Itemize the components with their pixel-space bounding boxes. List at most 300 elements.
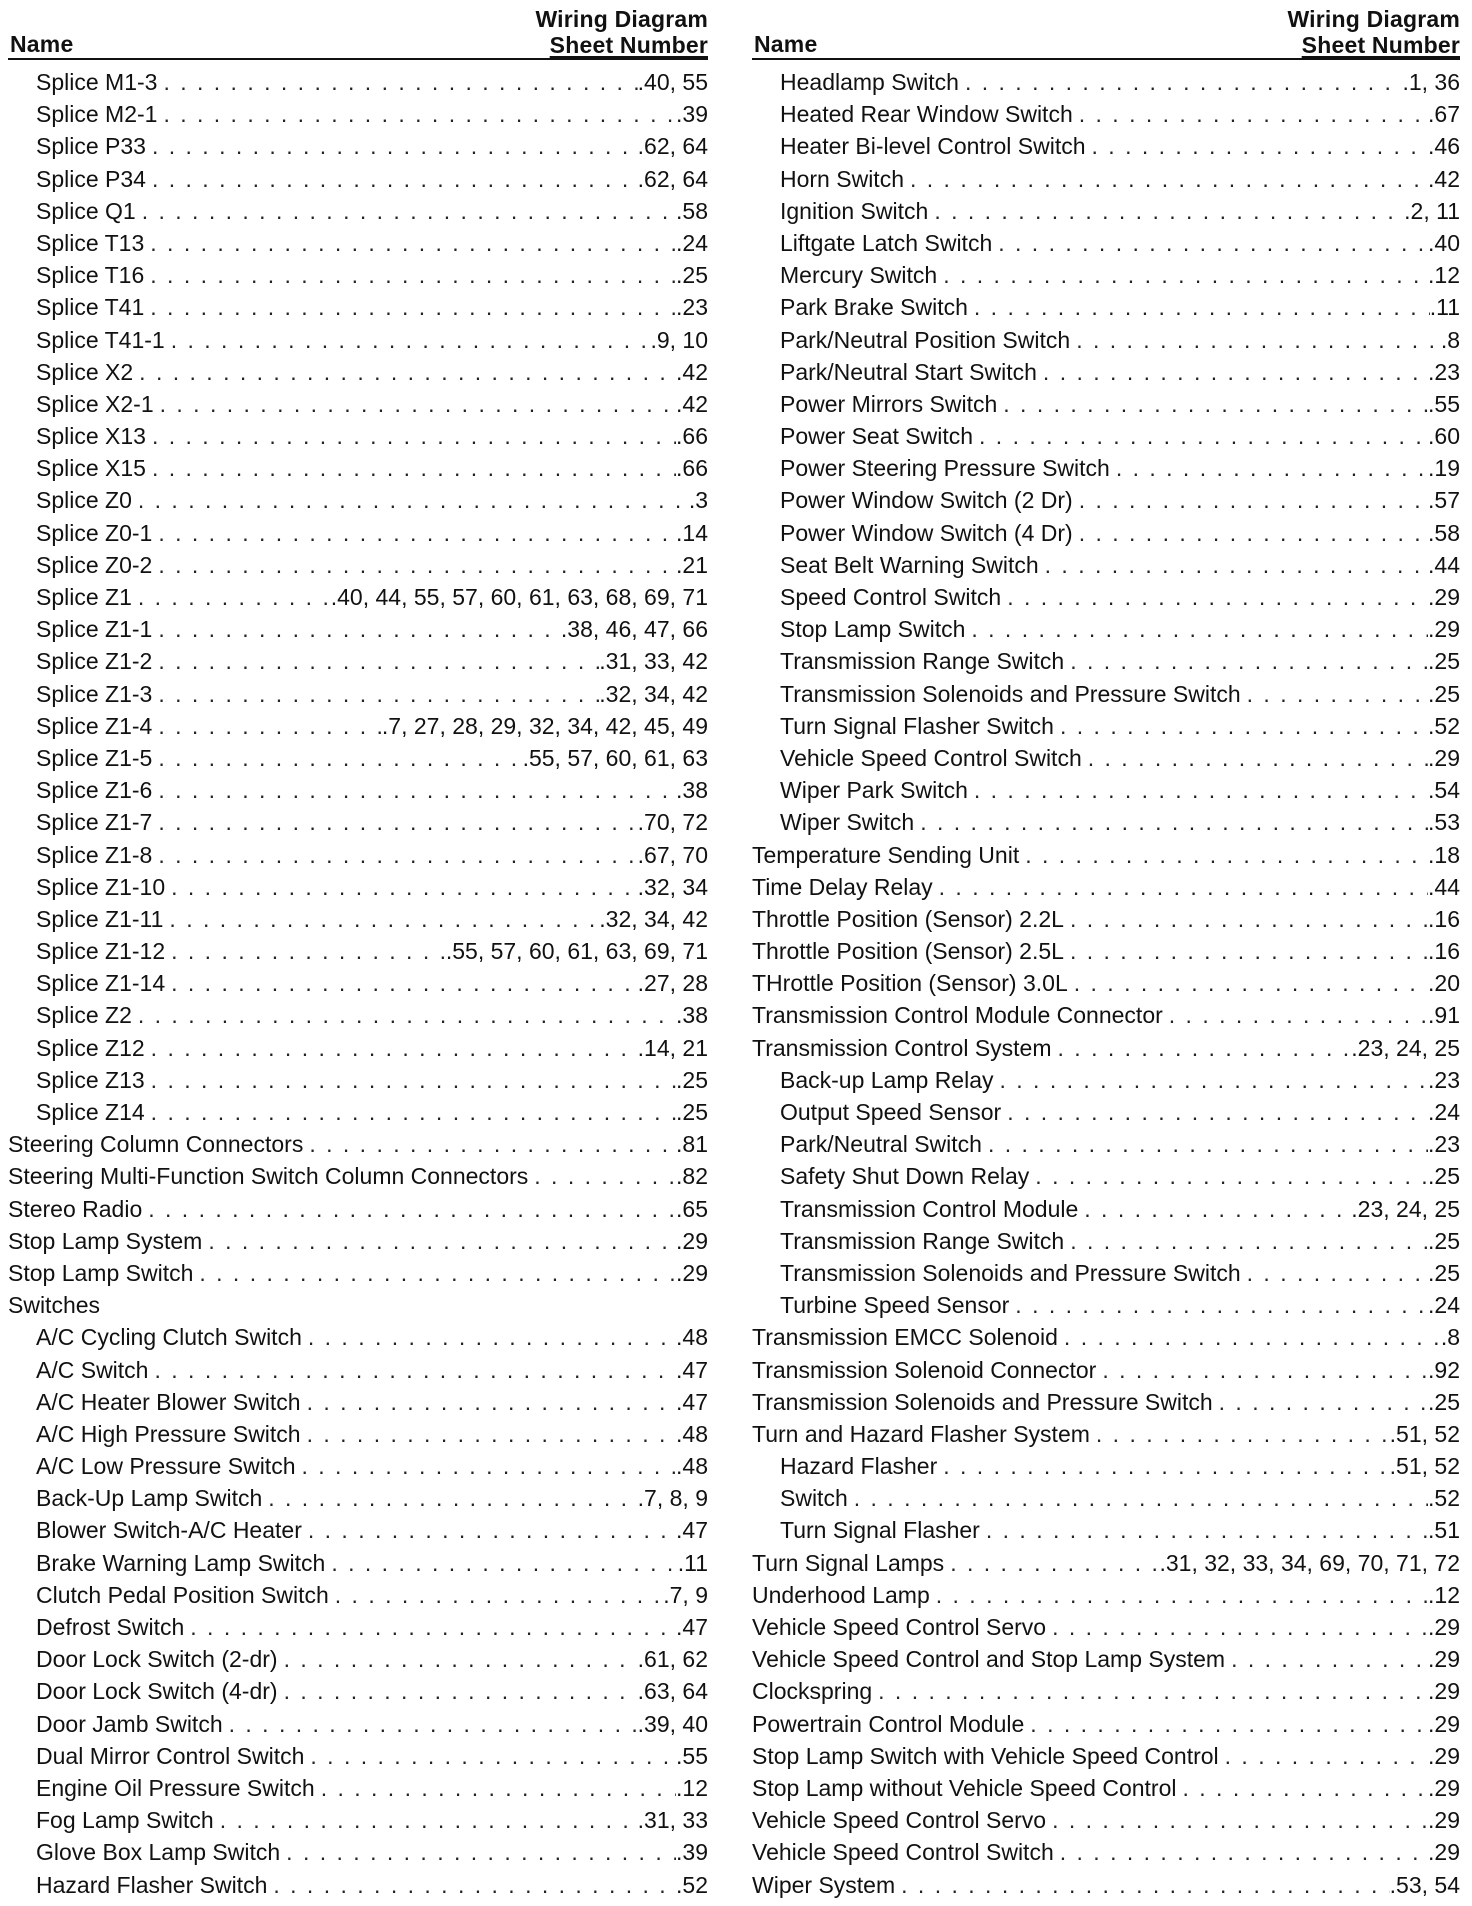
dot-leader [1054, 710, 1428, 742]
entry-name: Park Brake Switch [780, 294, 968, 321]
sheet-numbers: .18 [1428, 841, 1460, 868]
sheet-numbers: .47 [676, 1388, 708, 1415]
index-entry [752, 356, 1460, 388]
entry-name: Door Lock Switch (4-dr) [36, 1678, 278, 1705]
index-entry [8, 1128, 708, 1160]
dot-leader [278, 1643, 638, 1675]
sheet-numbers: .16 [1428, 905, 1460, 932]
sheet-numbers: .82 [676, 1163, 708, 1190]
dot-leader [1068, 967, 1428, 999]
dot-leader [301, 1386, 676, 1418]
sheet-numbers: .46 [1428, 133, 1460, 160]
index-entry [752, 613, 1460, 645]
dot-leader [163, 903, 599, 935]
entry-name: Mercury Switch [780, 262, 938, 289]
sheet-numbers: .67, 70 [637, 841, 708, 868]
entry-name: Splice Z1-2 [36, 648, 153, 675]
index-entry [8, 1740, 708, 1772]
index-entry [8, 130, 708, 162]
dot-leader [1058, 1321, 1441, 1353]
sheet-numbers: .14 [676, 519, 708, 546]
sheet-numbers: .19 [1428, 455, 1460, 482]
dot-leader [1039, 549, 1428, 581]
sheet-numbers: .39, 40 [637, 1710, 708, 1737]
dot-leader [152, 613, 561, 645]
entry-name: Vehicle Speed Control Switch [752, 1839, 1054, 1866]
sheet-numbers: .47 [676, 1356, 708, 1383]
sheet-numbers: .12 [1428, 262, 1460, 289]
index-entry [8, 356, 708, 388]
entry-name: Stop Lamp System [8, 1227, 203, 1254]
entry-name: Vehicle Speed Control Servo [752, 1807, 1047, 1834]
dot-leader [1019, 839, 1428, 871]
sheet-numbers: .29 [1428, 616, 1460, 643]
dot-leader [146, 130, 638, 162]
sheet-numbers: .66 [676, 423, 708, 450]
dot-leader [1241, 678, 1428, 710]
index-entry [8, 613, 708, 645]
index-entry [8, 1160, 708, 1192]
sheet-numbers: .23, 24, 25 [1351, 1034, 1460, 1061]
entry-name: Turn and Hazard Flasher System [752, 1420, 1090, 1447]
sheet-numbers: .11 [677, 1549, 708, 1576]
dot-leader [944, 1547, 1159, 1579]
entry-name: Heater Bi-level Control Switch [780, 133, 1086, 160]
index-entry [752, 678, 1460, 710]
sheet-numbers: .40, 44, 55, 57, 60, 61, 63, 68, 69, 71 [330, 584, 708, 610]
index-entry [752, 1386, 1460, 1418]
sheet-numbers: .44 [1428, 551, 1460, 578]
entry-name: Splice X15 [36, 455, 146, 482]
dot-leader [914, 806, 1428, 838]
entry-name: Turn Signal Lamps [752, 1549, 945, 1576]
entry-name: A/C High Pressure Switch [36, 1420, 301, 1447]
index-entry [752, 484, 1460, 516]
sheet-numbers: .65 [676, 1195, 708, 1222]
section-heading [8, 1289, 708, 1321]
index-entry [752, 1547, 1460, 1579]
entry-name: Splice M1-3 [36, 69, 158, 95]
entry-name: Power Mirrors Switch [780, 390, 998, 417]
sheet-numbers: .53 [1428, 809, 1460, 836]
sheet-numbers: .24 [676, 229, 708, 256]
index-entry [752, 1579, 1460, 1611]
sheet-numbers: .38 [676, 777, 708, 804]
index-entry [752, 1193, 1460, 1225]
sheet-number-heading: Sheet Number [549, 32, 708, 58]
index-entry [8, 227, 708, 259]
dot-leader [262, 1482, 637, 1514]
entry-name: Hazard Flasher Switch [36, 1871, 268, 1898]
dot-leader [133, 356, 676, 388]
sheet-numbers: .7, 27, 28, 29, 32, 34, 42, 45, 49 [381, 712, 708, 739]
sheet-numbers: .91 [1428, 1002, 1460, 1029]
index-entry [752, 291, 1460, 323]
entry-name: Splice Z0-1 [36, 519, 153, 546]
index-entry [8, 98, 708, 130]
sheet-numbers: .25 [1428, 680, 1460, 707]
sheet-numbers: .11 [1429, 294, 1460, 321]
dot-leader [145, 1096, 676, 1128]
index-entry [752, 1160, 1460, 1192]
index-entry [752, 935, 1460, 967]
dot-leader [1177, 1772, 1429, 1804]
index-entry [8, 1675, 708, 1707]
index-entry [8, 1450, 708, 1482]
dot-leader [968, 291, 1430, 323]
dot-leader [267, 1869, 676, 1901]
dot-leader [144, 259, 676, 291]
dot-leader [193, 1257, 676, 1289]
sheet-numbers: .42 [676, 390, 708, 417]
index-entry [752, 1289, 1460, 1321]
sheet-numbers: .51, 52 [1389, 1453, 1460, 1480]
index-entry [8, 1708, 708, 1740]
sheet-numbers: .66 [676, 455, 708, 482]
sheet-numbers: .25 [1428, 1227, 1460, 1254]
index-entry [8, 645, 708, 677]
sheet-numbers: .1, 36 [1402, 69, 1460, 95]
entry-name: Time Delay Relay [752, 873, 933, 900]
wiring-diagram-heading: Wiring Diagram [535, 6, 708, 32]
entry-name: Splice T16 [36, 262, 145, 289]
entry-name: Splice Z12 [36, 1034, 145, 1061]
sheet-numbers: .51 [1428, 1517, 1460, 1544]
dot-leader [872, 1675, 1428, 1707]
entry-name: Splice T41 [36, 294, 145, 321]
entry-name: Back-up Lamp Relay [780, 1066, 994, 1093]
sheet-numbers: .29 [1428, 584, 1460, 610]
dot-leader [301, 1418, 676, 1450]
sheet-numbers: .29 [676, 1259, 708, 1286]
sheet-numbers: .12 [1428, 1581, 1460, 1608]
dot-leader [1073, 98, 1428, 130]
dot-leader [1241, 1257, 1428, 1289]
sheet-numbers: .63, 64 [637, 1678, 708, 1705]
sheet-numbers: .20 [1428, 970, 1460, 997]
dot-leader [1110, 452, 1428, 484]
sheet-numbers: .42 [1428, 165, 1460, 192]
dot-leader [152, 645, 599, 677]
index-entry [752, 903, 1460, 935]
dot-leader [973, 420, 1428, 452]
entry-name: Power Steering Pressure Switch [780, 455, 1110, 482]
dot-leader [1082, 742, 1428, 774]
entry-name: Transmission Control Module [780, 1195, 1079, 1222]
index-entry [752, 452, 1460, 484]
entry-name: Stop Lamp without Vehicle Speed Control [752, 1774, 1177, 1801]
sheet-numbers: .25 [1428, 1163, 1460, 1190]
index-entry [752, 1804, 1460, 1836]
entry-name: Turn Signal Flasher [780, 1517, 980, 1544]
index-entry [8, 1547, 708, 1579]
dot-leader [295, 1450, 676, 1482]
dot-leader [132, 581, 331, 613]
dot-leader [152, 742, 522, 774]
index-entry [752, 645, 1460, 677]
index-entry [752, 1418, 1460, 1450]
index-entry [8, 388, 708, 420]
dot-leader [1024, 1708, 1428, 1740]
index-entry [8, 517, 708, 549]
dot-leader [982, 1128, 1428, 1160]
dot-leader [1219, 1740, 1428, 1772]
sheet-numbers: .42 [676, 358, 708, 385]
entry-name: Ignition Switch [780, 197, 929, 224]
entry-name: Splice Z1-10 [36, 873, 166, 900]
sheet-numbers: .14, 21 [637, 1034, 708, 1061]
index-entry [752, 1514, 1460, 1546]
sheet-numbers: .25 [1428, 1388, 1460, 1415]
index-entry [8, 1064, 708, 1096]
entry-name: Splice Z1-1 [36, 616, 153, 643]
sheet-numbers: .29 [1428, 1774, 1460, 1801]
index-entry [8, 484, 708, 516]
wiring-diagram-heading: Wiring Diagram [1287, 6, 1460, 32]
entry-name: Stereo Radio [8, 1195, 143, 1222]
sheet-numbers: .29 [676, 1227, 708, 1254]
entry-name: Park/Neutral Switch [780, 1131, 982, 1158]
entry-name: Door Lock Switch (2-dr) [36, 1646, 278, 1673]
sheet-numbers: .25 [1428, 1259, 1460, 1286]
sheet-numbers: .32, 34 [637, 873, 708, 900]
sheet-numbers: .47 [676, 1614, 708, 1640]
dot-leader [904, 163, 1428, 195]
index-entry [8, 420, 708, 452]
sheet-numbers: .21 [676, 551, 708, 578]
index-entry [8, 967, 708, 999]
entry-name: Vehicle Speed Control Switch [780, 744, 1082, 771]
dot-leader [152, 774, 676, 806]
dot-leader [132, 999, 676, 1031]
sheet-numbers: .57 [1428, 487, 1460, 514]
dot-leader [302, 1321, 676, 1353]
index-entry [752, 227, 1460, 259]
left-entry-list [8, 66, 708, 1901]
sheet-numbers: .70, 72 [637, 809, 708, 836]
dot-leader [165, 871, 638, 903]
index-entry [752, 1064, 1460, 1096]
sheet-numbers: .58 [676, 197, 708, 224]
sheet-numbers: .9, 10 [650, 326, 708, 353]
dot-leader [132, 484, 689, 516]
entry-name: Defrost Switch [36, 1614, 185, 1640]
sheet-numbers: .39 [676, 101, 708, 128]
dot-leader [142, 1193, 676, 1225]
name-column-heading: Name [754, 31, 818, 57]
sheet-numbers: .48 [676, 1420, 708, 1447]
sheet-numbers: .32, 34, 42 [599, 905, 708, 932]
sheet-column-heading [535, 6, 708, 58]
index-entry [752, 1836, 1460, 1868]
sheet-numbers: .27, 28 [637, 970, 708, 997]
dot-leader [223, 1708, 638, 1740]
index-entry [8, 1032, 708, 1064]
dot-leader [1086, 130, 1429, 162]
entry-name: Switch [780, 1485, 848, 1512]
dot-leader [303, 1128, 676, 1160]
sheet-numbers: .29 [1428, 1678, 1460, 1705]
entry-name: Splice Z1-5 [36, 744, 153, 771]
sheet-numbers: .24 [1428, 1099, 1460, 1125]
index-entry [752, 1675, 1460, 1707]
sheet-numbers: .67 [1428, 101, 1460, 128]
sheet-numbers: .58 [1428, 519, 1460, 546]
right-entry-list [752, 66, 1460, 1901]
index-entry [752, 324, 1460, 356]
dot-leader [152, 549, 676, 581]
index-entry [752, 98, 1460, 130]
sheet-numbers: .47 [676, 1517, 708, 1544]
index-entry [8, 549, 708, 581]
index-entry [8, 66, 708, 98]
sheet-numbers: .7, 8, 9 [637, 1485, 708, 1512]
index-entry [752, 774, 1460, 806]
dot-leader [165, 967, 638, 999]
sheet-numbers: .38 [676, 1002, 708, 1029]
dot-leader [152, 839, 637, 871]
index-entry [8, 678, 708, 710]
sheet-numbers: .92 [1428, 1356, 1460, 1383]
index-entry [8, 291, 708, 323]
dot-leader [980, 1514, 1428, 1546]
dot-leader [146, 452, 676, 484]
entry-name: Clockspring [752, 1678, 873, 1705]
sheet-numbers: .51, 52 [1389, 1420, 1460, 1447]
dot-leader [992, 227, 1428, 259]
entry-name: Splice P33 [36, 133, 146, 160]
index-entry [752, 388, 1460, 420]
dot-leader [1064, 645, 1428, 677]
index-entry [752, 1611, 1460, 1643]
dot-leader [157, 66, 637, 98]
entry-name: Transmission EMCC Solenoid [752, 1324, 1058, 1351]
dot-leader [930, 1579, 1428, 1611]
index-entry [8, 163, 708, 195]
index-entry [8, 581, 708, 613]
entry-name: Stop Lamp Switch [780, 616, 966, 643]
entry-name: Splice Z1-3 [36, 680, 153, 707]
entry-name: Seat Belt Warning Switch [780, 551, 1039, 578]
index-entry [8, 452, 708, 484]
entry-name: Power Seat Switch [780, 423, 974, 450]
entry-name: Underhood Lamp [752, 1581, 930, 1608]
dot-leader [145, 1032, 638, 1064]
dot-leader [152, 710, 382, 742]
dot-leader [1073, 517, 1428, 549]
index-entry [8, 1386, 708, 1418]
index-entry [752, 163, 1460, 195]
sheet-numbers: .52 [676, 1871, 708, 1898]
sheet-numbers: .55 [676, 1742, 708, 1769]
index-entry [8, 1836, 708, 1868]
dot-leader [165, 324, 651, 356]
entry-name: A/C Cycling Clutch Switch [36, 1324, 302, 1351]
dot-leader [1054, 1836, 1428, 1868]
sheet-numbers: .29 [1428, 1614, 1460, 1640]
index-entry [752, 420, 1460, 452]
entry-name: Power Window Switch (2 Dr) [780, 487, 1073, 514]
index-entry [8, 1257, 708, 1289]
index-entry [752, 549, 1460, 581]
dot-leader [1052, 1032, 1352, 1064]
dot-leader [136, 195, 676, 227]
index-entry [8, 1643, 708, 1675]
sheet-numbers: .32, 34, 42 [599, 680, 708, 707]
sheet-numbers: .29 [1428, 1839, 1460, 1866]
index-entry [752, 130, 1460, 162]
index-entry [752, 1032, 1460, 1064]
index-entry [752, 1128, 1460, 1160]
entry-name: THrottle Position (Sensor) 3.0L [752, 970, 1068, 997]
dot-leader [154, 388, 676, 420]
index-entry [8, 1354, 708, 1386]
index-entry [8, 903, 708, 935]
index-entry [8, 1869, 708, 1901]
index-entry [752, 1354, 1460, 1386]
dot-leader [325, 1547, 677, 1579]
sheet-column-heading [1287, 6, 1460, 58]
dot-leader [148, 1354, 676, 1386]
entry-name: A/C Low Pressure Switch [36, 1453, 296, 1480]
sheet-numbers: .25 [1428, 648, 1460, 675]
sheet-numbers: .29 [1428, 1710, 1460, 1737]
dot-leader [1078, 1193, 1351, 1225]
dot-leader [965, 613, 1428, 645]
entry-name: Transmission Control System [752, 1034, 1052, 1061]
index-entry [752, 871, 1460, 903]
entry-name: Splice Z1-7 [36, 809, 153, 836]
index-entry [8, 1225, 708, 1257]
column-header [8, 6, 708, 60]
index-entry [8, 1418, 708, 1450]
index-entry [8, 999, 708, 1031]
dot-leader [1046, 1804, 1428, 1836]
dot-leader [1096, 1354, 1428, 1386]
dot-leader [1090, 1418, 1390, 1450]
sheet-numbers: .29 [1428, 1807, 1460, 1834]
sheet-numbers: .40 [1428, 229, 1460, 256]
dot-leader [1009, 1289, 1428, 1321]
entry-name: Splice Z0 [36, 487, 132, 514]
sheet-numbers: .40, 55 [637, 69, 708, 95]
sheet-numbers: .52 [1428, 712, 1460, 739]
index-entry [752, 1257, 1460, 1289]
entry-name: Engine Oil Pressure Switch [36, 1774, 315, 1801]
sheet-numbers: .60 [1428, 423, 1460, 450]
entry-name: Vehicle Speed Control and Stop Lamp System [752, 1646, 1226, 1673]
column-header [752, 6, 1460, 60]
index-entry [752, 1096, 1460, 1128]
dot-leader [152, 806, 637, 838]
sheet-numbers: .54 [1428, 777, 1460, 804]
index-entry [8, 742, 708, 774]
entry-name: Splice Z1-6 [36, 777, 153, 804]
dot-leader [144, 227, 676, 259]
dot-leader [1225, 1643, 1428, 1675]
dot-leader [304, 1740, 676, 1772]
index-entry [8, 839, 708, 871]
entry-name: Power Window Switch (4 Dr) [780, 519, 1073, 546]
entry-name: Transmission Range Switch [780, 1227, 1065, 1254]
entry-name: Transmission Solenoids and Pressure Switch [780, 680, 1241, 707]
dot-leader [937, 1450, 1389, 1482]
entry-name: Liftgate Latch Switch [780, 229, 993, 256]
index-entry [8, 324, 708, 356]
entry-name: Splice Z1-14 [36, 970, 166, 997]
left-column [8, 6, 708, 1901]
entry-name: Splice Z0-2 [36, 551, 153, 578]
